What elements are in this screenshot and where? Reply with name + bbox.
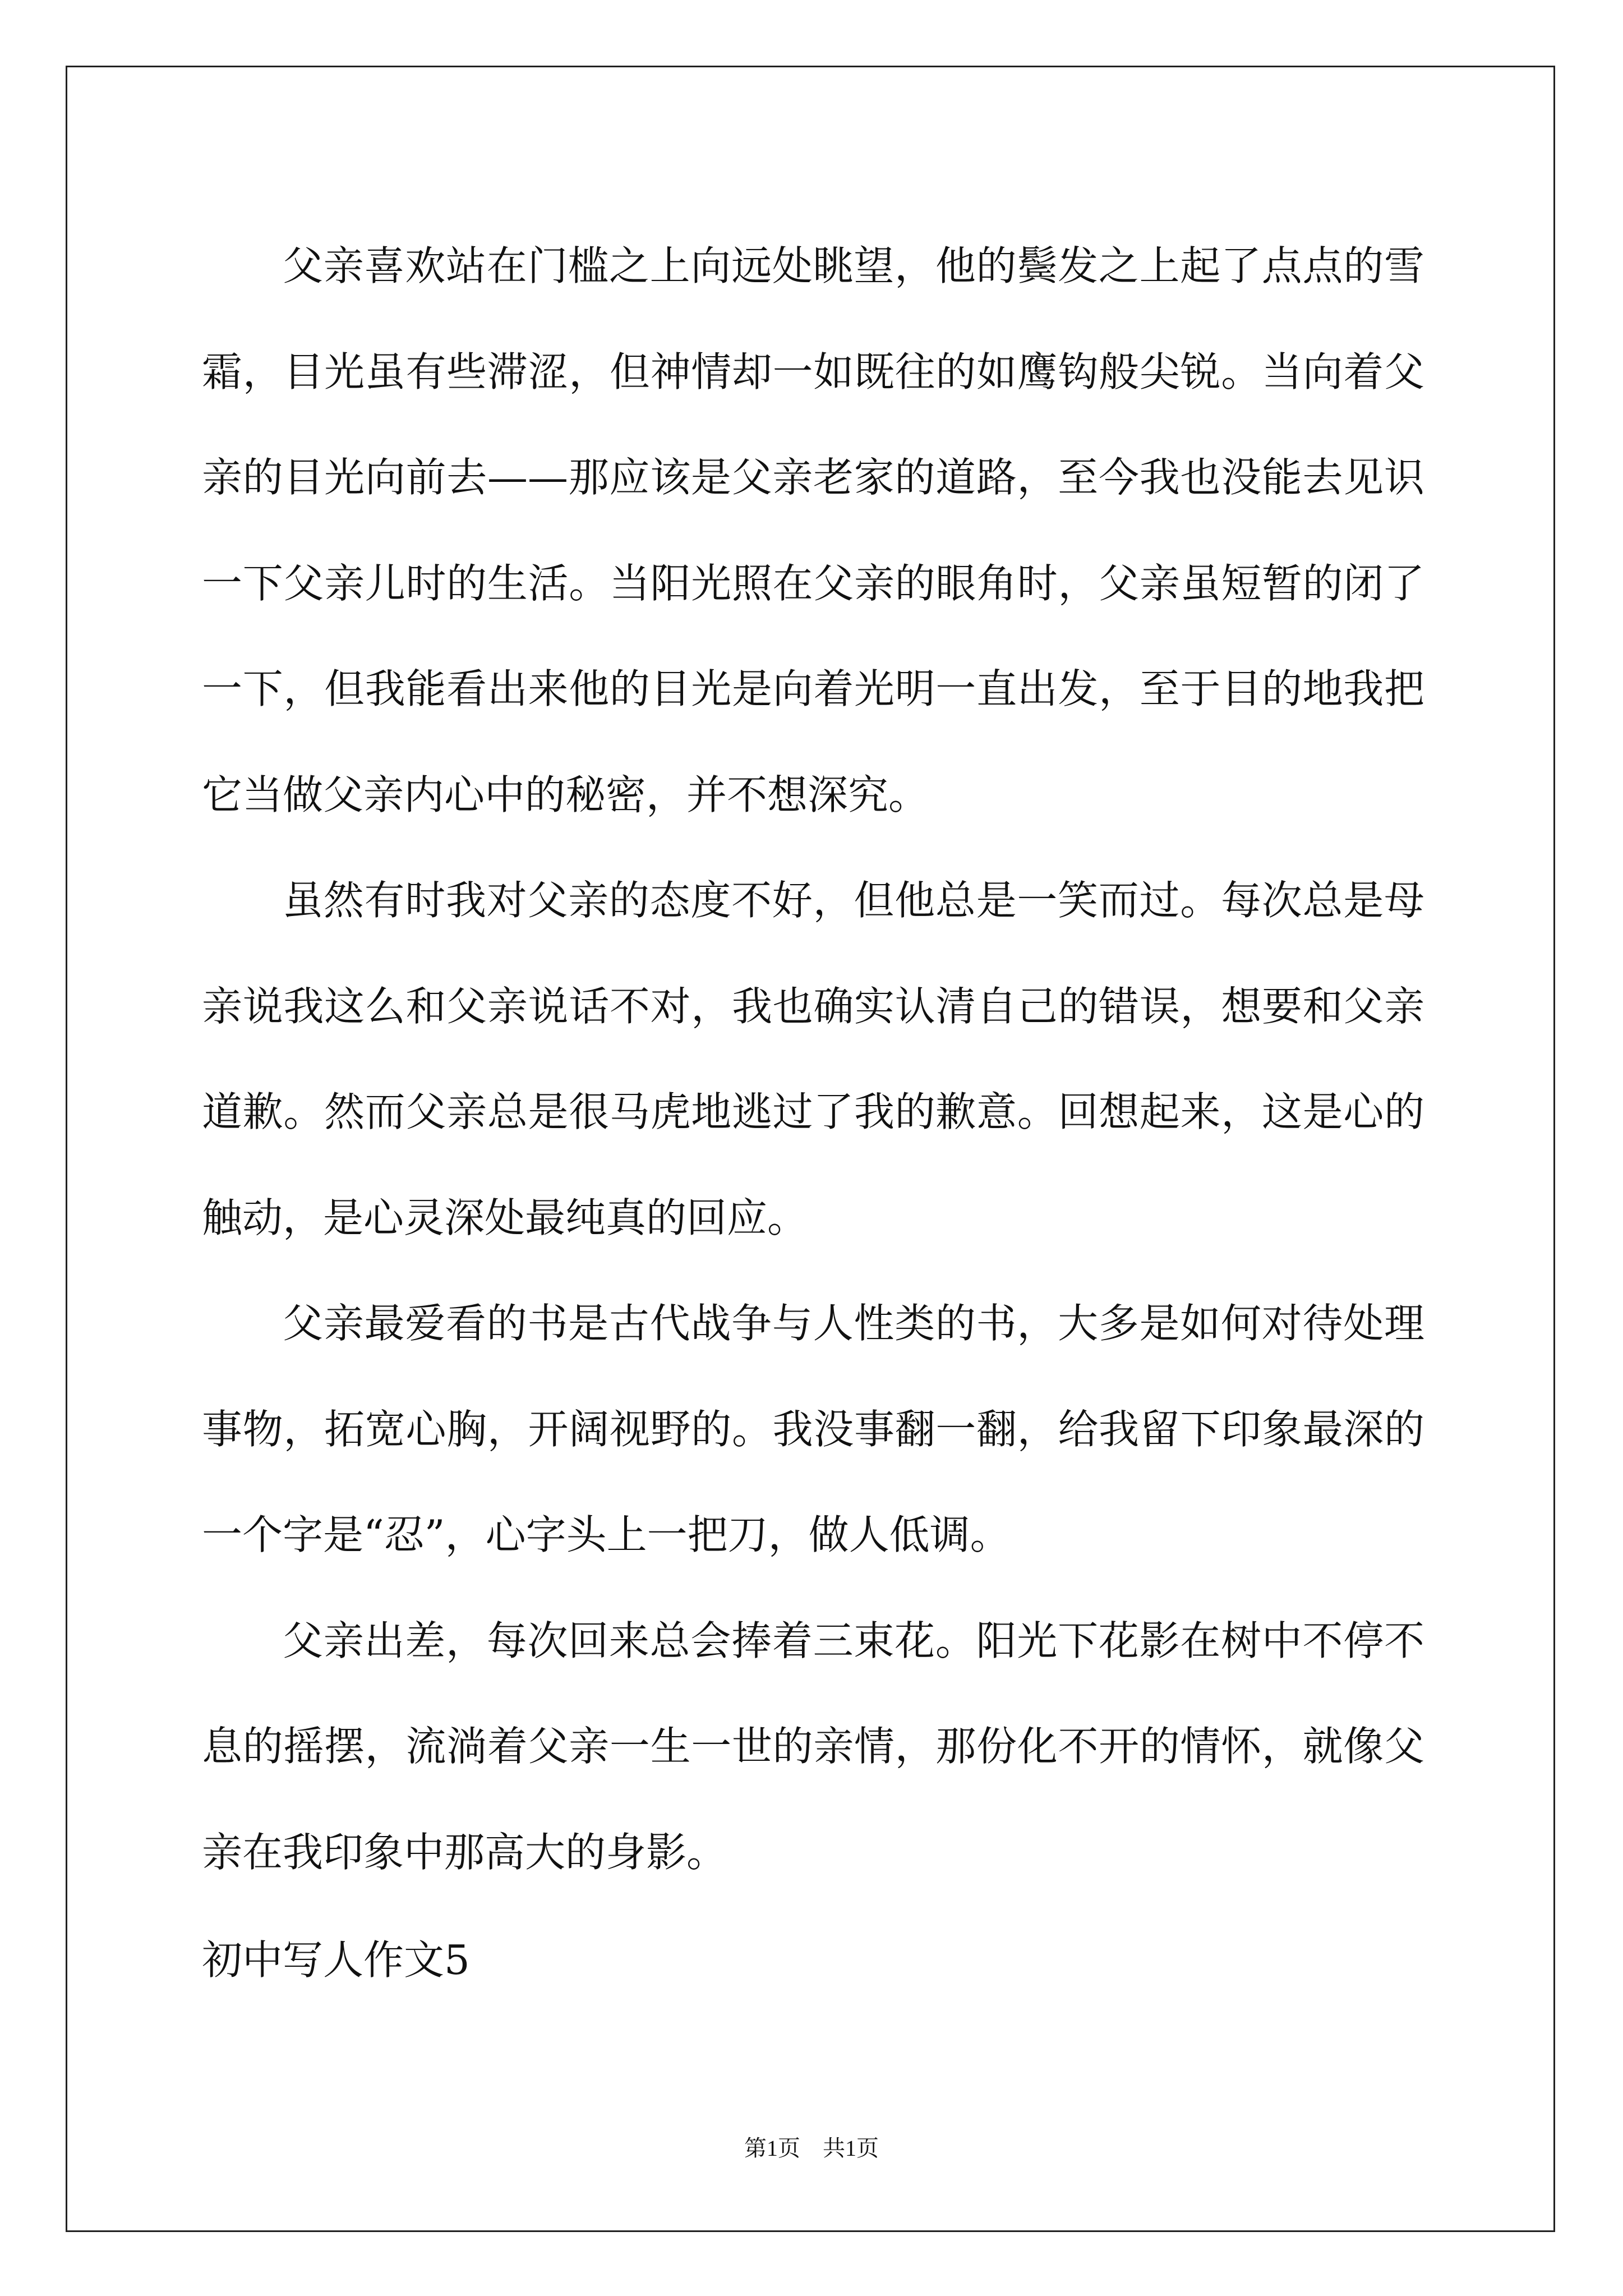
page-footer: 第1页 共1页 (744, 2136, 879, 2161)
paragraph-4: 父亲出差，每次回来总会捧着三束花。阳光下花影在树中不停不息的摇摆，流淌着父亲一生一世的亲情，那份化不开的情怀，就像父亲在我印象中那高大的身影。 (202, 1617, 1424, 1876)
document-body (202, 213, 1424, 1905)
paragraph-1: 父亲喜欢站在门槛之上向远处眺望，他的鬓发之上起了点点的雪霜，目光虽有些滞涩，但神情却一如既往的如鹰钩般尖锐。当向着父亲的目光向前去——那应该是父亲老家的道路，至今我也没能去见识一下父亲儿时的生活。当阳光照在父亲的眼角时，父亲虽短暂的闭了一下，但我能看出来他的目光是向着光明一直出发，至于目的地我把它当做父亲内心中的秘密，并不想深究。 (202, 242, 1424, 818)
paragraph-2: 虽然有时我对父亲的态度不好，但他总是一笑而过。每次总是母亲说我这么和父亲说话不对，我也确实认清自己的错误，想要和父亲道歉。然而父亲总是很马虎地逃过了我的歉意。回想起来，这是心的触动，是心灵深处最纯真的回应。 (202, 877, 1424, 1241)
section-heading: 初中写人作文5 (202, 1936, 470, 1984)
paragraph-3: 父亲最爱看的书是古代战争与人性类的书，大多是如何对待处理事物，拓宽心胸，开阔视野的。我没事翻一翻，给我留下印象最深的一个字是“忍”，心字头上一把刀，做人低调。 (202, 1300, 1424, 1558)
